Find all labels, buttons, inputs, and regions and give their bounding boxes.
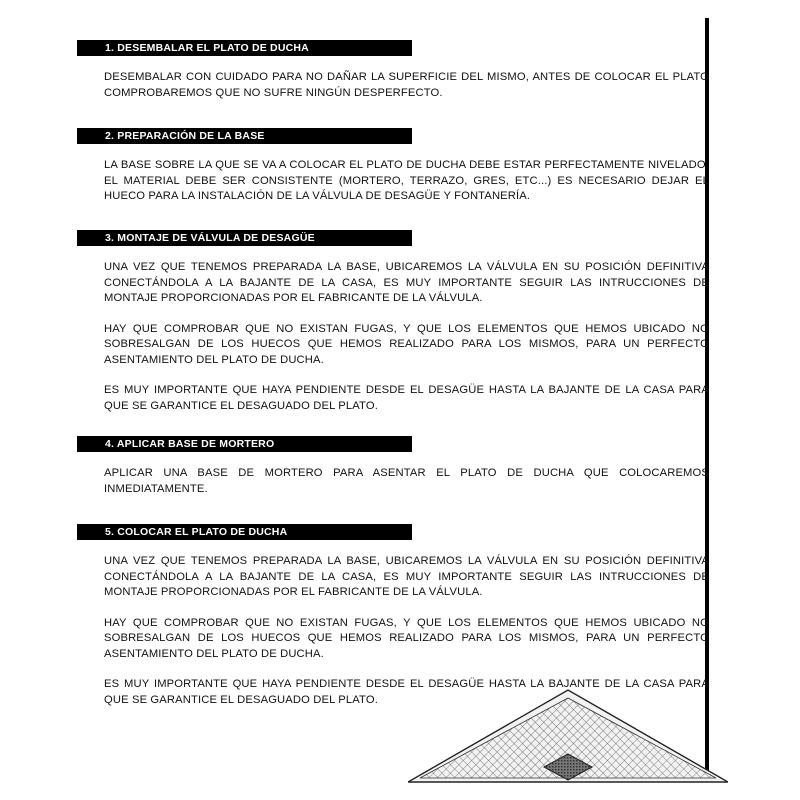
section-heading: 2. PREPARACIÓN DE LA BASE xyxy=(77,128,412,144)
section-paragraph: LA BASE SOBRE LA QUE SE VA A COLOCAR EL PLATO DE DUCHA DEBE ESTAR PERFECTAMENTE NIVELADO. EL MATERIAL DEBE SER CONSISTENTE (MORTERO, TERRAZO, GRES, ETC...) ES NECESARIO DEJAR EL HUECO PARA LA INSTALACIÓN DE LA VÁLVULA DE DESAGÜE Y FONTANERÍA. xyxy=(104,159,709,202)
section-colocar-plato xyxy=(77,524,709,708)
section-desembalar xyxy=(77,40,709,101)
section-heading: 3. MONTAJE DE VÁLVULA DE DESAGÜE xyxy=(77,230,412,246)
section-paragraph: UNA VEZ QUE TENEMOS PREPARADA LA BASE, UBICAREMOS LA VÁLVULA EN SU POSICIÓN DEFINITIVA CONECTÁNDOLA A LA BAJANTE DE LA CASA, ES MUY IMPORTANTE SEGUIR LAS INTRUCCIONES DE MONTAJE PROPORCIONADAS POR EL FABRICANTE DE LA VÁLVULA. xyxy=(104,555,709,598)
section-paragraph: ES MUY IMPORTANTE QUE HAYA PENDIENTE DESDE EL DESAGÜE HASTA LA BAJANTE DE LA CASA PARA QUE SE GARANTICE EL DESAGUADO DEL PLATO. xyxy=(104,678,709,706)
section-paragraph: UNA VEZ QUE TENEMOS PREPARADA LA BASE, UBICAREMOS LA VÁLVULA EN SU POSICIÓN DEFINITIVA CONECTÁNDOLA A LA BAJANTE DE LA CASA, ES MUY IMPORTANTE SEGUIR LAS INTRUCCIONES DE MONTAJE PROPORCIONADAS POR EL FABRICANTE DE LA VÁLVULA. xyxy=(104,261,709,304)
shower-tray-illustration xyxy=(408,688,728,784)
section-paragraph: APLICAR UNA BASE DE MORTERO PARA ASENTAR EL PLATO DE DUCHA QUE COLOCAREMOS INMEDIATAMENTE. xyxy=(104,467,709,495)
section-paragraph: ES MUY IMPORTANTE QUE HAYA PENDIENTE DESDE EL DESAGÜE HASTA LA BAJANTE DE LA CASA PARA QUE SE GARANTICE EL DESAGUADO DEL PLATO. xyxy=(104,384,709,412)
section-paragraph: HAY QUE COMPROBAR QUE NO EXISTAN FUGAS, Y QUE LOS ELEMENTOS QUE HEMOS UBICADO NO SOBRESALGAN DE LOS HUECOS QUE HEMOS REALIZADO PARA LOS MISMOS, PARA UN PERFECTO ASENTAMIENTO DEL PLATO DE DUCHA. xyxy=(104,616,709,660)
section-preparacion-base xyxy=(77,128,709,205)
section-base-mortero xyxy=(77,436,709,497)
section-paragraph: DESEMBALAR CON CUIDADO PARA NO DAÑAR LA SUPERFICIE DEL MISMO, ANTES DE COLOCAR EL PLATO COMPROBAREMOS QUE NO SUFRE NINGÚN DESPERFECTO. xyxy=(104,71,709,99)
section-heading: 1. DESEMBALAR EL PLATO DE DUCHA xyxy=(77,40,412,56)
section-heading: 5. COLOCAR EL PLATO DE DUCHA xyxy=(77,524,412,540)
section-montaje-valvula xyxy=(77,230,709,414)
section-heading: 4. APLICAR BASE DE MORTERO xyxy=(77,436,412,452)
section-paragraph: HAY QUE COMPROBAR QUE NO EXISTAN FUGAS, Y QUE LOS ELEMENTOS QUE HEMOS UBICADO NO SOBRESALGAN DE LOS HUECOS QUE HEMOS REALIZADO PARA LOS MISMOS, PARA UN PERFECTO ASENTAMIENTO DEL PLATO DE DUCHA. xyxy=(104,322,709,366)
